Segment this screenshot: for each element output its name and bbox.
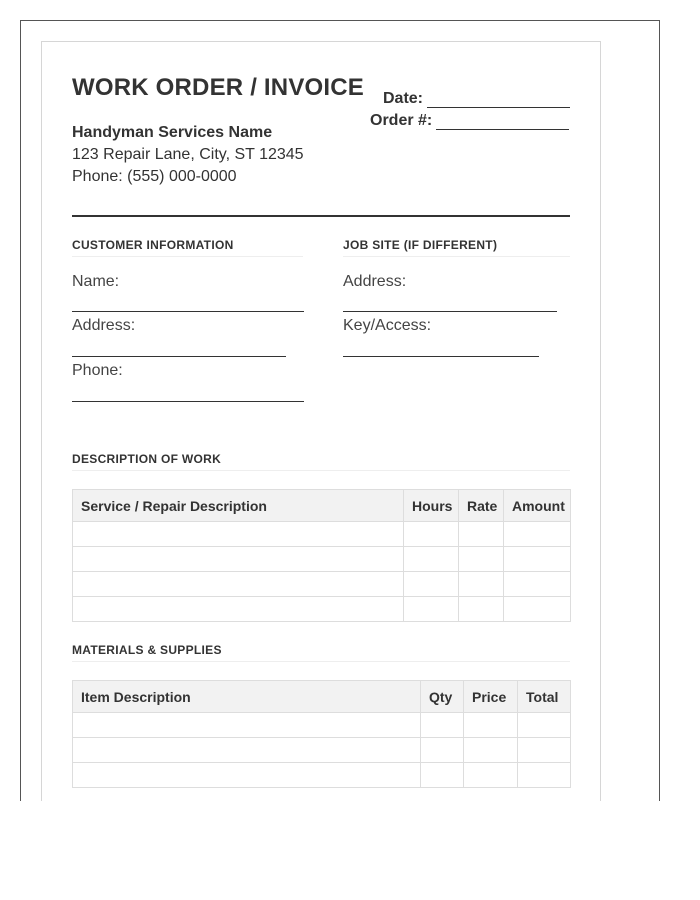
- materials-table: [72, 680, 571, 788]
- materials-table-cell[interactable]: [464, 763, 518, 788]
- work-table-row: [73, 572, 571, 597]
- date-line[interactable]: [427, 93, 570, 108]
- order-number-label: Order #:: [370, 112, 433, 129]
- materials-table-cell[interactable]: [421, 713, 464, 738]
- work-table-cell[interactable]: [73, 522, 404, 547]
- work-table-cell[interactable]: [504, 597, 571, 622]
- materials-table-cell[interactable]: [518, 738, 571, 763]
- work-table-cell[interactable]: [404, 547, 459, 572]
- materials-col-qty: Qty: [421, 681, 464, 713]
- work-table-cell[interactable]: [504, 522, 571, 547]
- work-table-row: [73, 547, 571, 572]
- job-site-access-label: Key/Access:: [343, 317, 432, 334]
- customer-name-line[interactable]: [72, 311, 304, 312]
- materials-table-row: [73, 763, 571, 788]
- business-name: Handyman Services Name: [72, 124, 273, 141]
- work-table-row: [73, 597, 571, 622]
- work-description-heading: DESCRIPTION OF WORK: [72, 452, 570, 471]
- business-address: 123 Repair Lane, City, ST 12345: [72, 146, 304, 163]
- work-table-cell[interactable]: [404, 522, 459, 547]
- materials-table-cell[interactable]: [73, 738, 421, 763]
- work-table: [72, 489, 571, 622]
- work-table-header: [73, 490, 571, 522]
- work-table-cell[interactable]: [459, 597, 504, 622]
- work-table-cell[interactable]: [73, 572, 404, 597]
- work-table-cell[interactable]: [504, 547, 571, 572]
- materials-heading: MATERIALS & SUPPLIES: [72, 643, 570, 662]
- materials-table-cell[interactable]: [421, 738, 464, 763]
- materials-table-cell[interactable]: [73, 763, 421, 788]
- work-table-cell[interactable]: [73, 547, 404, 572]
- customer-phone-label: Phone:: [72, 362, 123, 379]
- header-divider: [72, 215, 570, 217]
- work-table-cell[interactable]: [459, 572, 504, 597]
- materials-table-cell[interactable]: [518, 713, 571, 738]
- business-phone: Phone: (555) 000-0000: [72, 168, 237, 185]
- materials-table-cell[interactable]: [464, 713, 518, 738]
- materials-table-cell[interactable]: [421, 763, 464, 788]
- materials-table-cell[interactable]: [73, 713, 421, 738]
- job-site-heading: JOB SITE (IF DIFFERENT): [343, 238, 570, 257]
- work-table-cell[interactable]: [504, 572, 571, 597]
- customer-phone-line[interactable]: [72, 401, 304, 402]
- date-label: Date:: [383, 90, 424, 107]
- materials-table-cell[interactable]: [518, 763, 571, 788]
- document-title: WORK ORDER / INVOICE: [72, 74, 365, 101]
- materials-table-row: [73, 738, 571, 763]
- job-site-access-line[interactable]: [343, 356, 539, 357]
- work-table-cell[interactable]: [459, 547, 504, 572]
- work-col-hours: Hours: [404, 490, 459, 522]
- materials-table-header: [73, 681, 571, 713]
- job-site-address-label: Address:: [343, 273, 407, 290]
- customer-info-heading: CUSTOMER INFORMATION: [72, 238, 303, 257]
- materials-table-row: [73, 713, 571, 738]
- work-table-row: [73, 522, 571, 547]
- work-col-rate: Rate: [459, 490, 504, 522]
- job-site-address-line[interactable]: [343, 311, 557, 312]
- work-table-cell[interactable]: [404, 572, 459, 597]
- work-col-amount: Amount: [504, 490, 571, 522]
- work-table-cell[interactable]: [459, 522, 504, 547]
- materials-table-cell[interactable]: [464, 738, 518, 763]
- work-table-cell[interactable]: [73, 597, 404, 622]
- customer-address-line[interactable]: [72, 356, 286, 357]
- invoice-sheet: [41, 41, 601, 801]
- date-field: [383, 90, 570, 108]
- materials-col-total: Total: [518, 681, 571, 713]
- order-number-field: [370, 112, 569, 130]
- work-table-cell[interactable]: [404, 597, 459, 622]
- materials-col-price: Price: [464, 681, 518, 713]
- order-number-line[interactable]: [436, 115, 569, 130]
- materials-col-item: Item Description: [73, 681, 421, 713]
- customer-name-label: Name:: [72, 273, 120, 290]
- customer-address-label: Address:: [72, 317, 136, 334]
- work-col-description: Service / Repair Description: [73, 490, 404, 522]
